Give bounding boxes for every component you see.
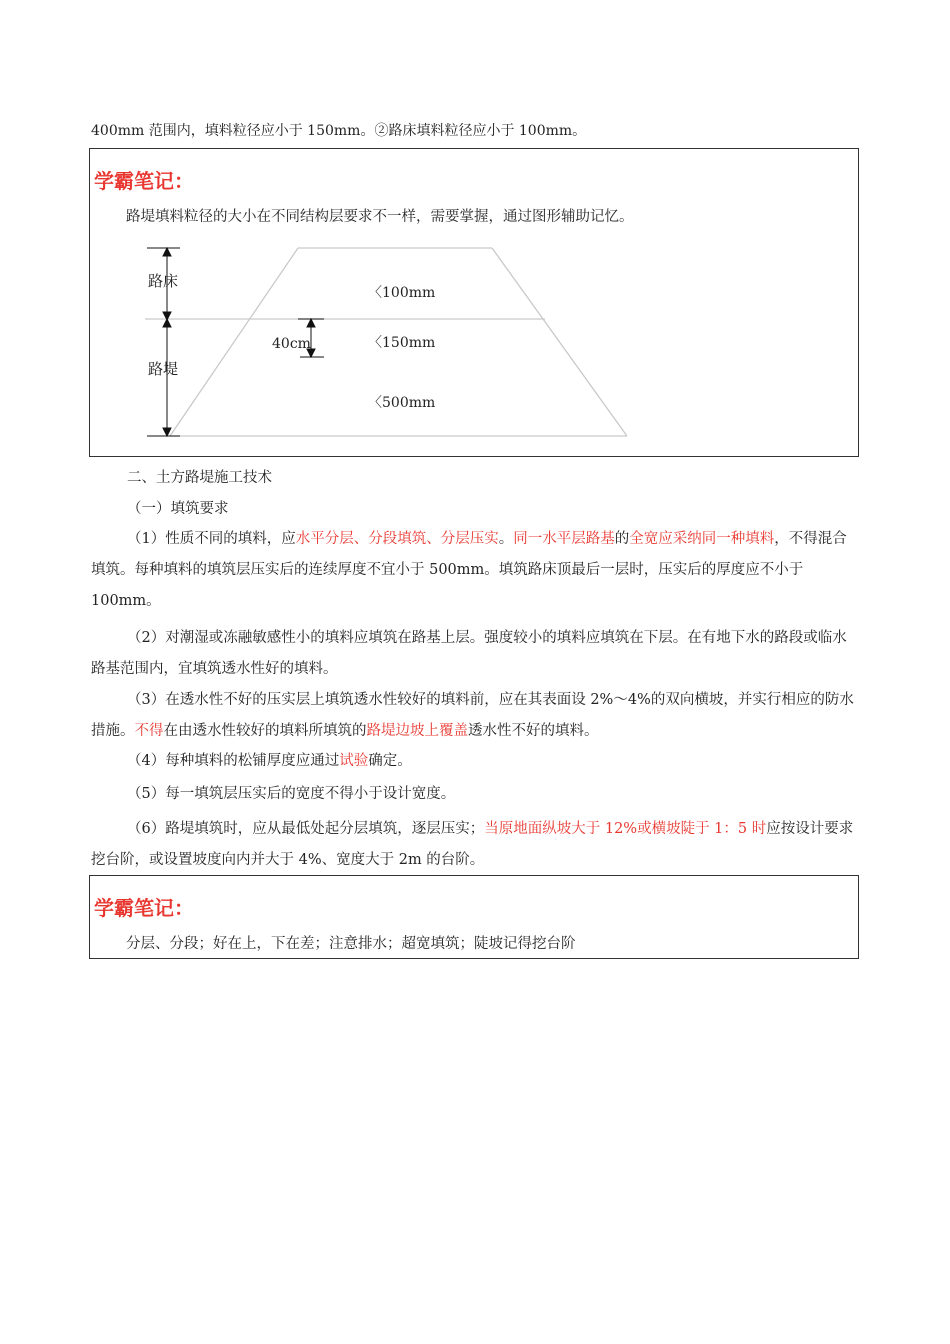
label-size-bottom: 〈500mm — [368, 395, 436, 411]
label-size-top: 〈100mm — [368, 285, 436, 301]
item-3: （3）在透水性不好的压实层上填筑透水性较好的填料前，应在其表面设 2%～4%的双向横坡，并实行相应的防水措施。不得在由透水性较好的填料所填筑的路堤边坡上覆盖透水性不好的填料。 — [91, 692, 854, 739]
intro-line: 400mm 范围内，填料粒径应小于 150mm。②路床填料粒径应小于 100mm。 — [91, 123, 587, 139]
item-5: （5）每一填筑层压实后的宽度不得小于设计宽度。 — [127, 786, 456, 802]
section-title: 二、土方路堤施工技术 — [127, 470, 272, 486]
label-depth: 40cm — [272, 336, 311, 352]
item-4: （4）每种填料的松铺厚度应通过试验确定。 — [127, 753, 412, 769]
item-2: （2）对潮湿或冻融敏感性小的填料应填筑在路基上层。强度较小的填料应填筑在下层。在有地下水的路段或临水路基范围内，宜填筑透水性好的填料。 — [91, 630, 847, 677]
study-note-title: 学霸笔记： — [94, 169, 194, 193]
study-note-box-2 — [89, 875, 859, 959]
embankment-diagram — [90, 215, 858, 455]
label-roadbed: 路床 — [148, 272, 179, 290]
study-note-text-2: 分层、分段；好在上，下在差；注意排水；超宽填筑；陡坡记得挖台阶 — [126, 936, 576, 952]
label-size-mid: 〈150mm — [368, 335, 436, 351]
study-note-text: 路堤填料粒径的大小在不同结构层要求不一样，需要掌握，通过图形辅助记忆。 — [126, 209, 634, 225]
subsection-title: （一）填筑要求 — [127, 501, 229, 517]
study-note-box — [89, 148, 859, 457]
study-note-title-2: 学霸笔记： — [94, 896, 194, 920]
item-6: （6）路堤填筑时，应从最低处起分层填筑，逐层压实；当原地面纵坡大于 12%或横坡陡于 1：5 时应按设计要求挖台阶，或设置坡度向内并大于 4%、宽度大于 2m 的台阶。 — [91, 821, 854, 868]
label-embankment: 路堤 — [148, 360, 179, 378]
item-1: （1）性质不同的填料，应水平分层、分段填筑、分层压实。同一水平层路基的全宽应采纳同一种填料，不得混合填筑。每种填料的填筑层压实后的连续厚度不宜小于 500mm。填筑路床顶最后一层时，压实后的厚度应不小于 100mm。 — [91, 531, 847, 609]
